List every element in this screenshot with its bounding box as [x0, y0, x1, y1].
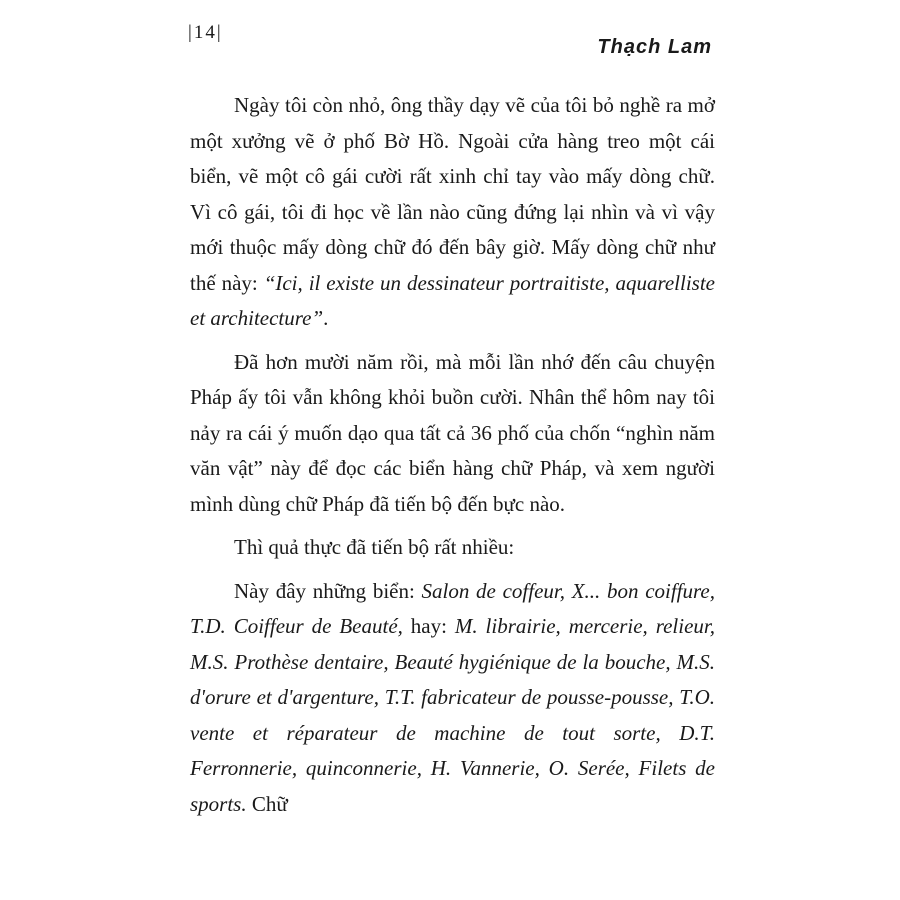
page-number-value: 14 — [193, 22, 217, 43]
shop-signs-list-2: M. librairie, mercerie, relieur, M.S. Prothèse dentaire, Beauté hygiénique de la bouche, M.S. d'orure et d'argenture, T.T. fabricateur de pousse-pousse, T.O. vente et réparateur de machine de tout sorte, D.T. Ferronnerie, quinconnerie, H. Vannerie, O. Serée, Filets de sports. — [190, 614, 715, 816]
body-text — [190, 88, 715, 830]
paragraph-4: Này đây những biển: Salon de coffeur, X... bon coiffure, T.D. Coiffeur de Beauté, hay: M. librairie, mercerie, relieur, M.S. Prothèse dentaire, Beauté hygiénique de la bouche, M.S. d'orure et d'argenture, T.T. fabricateur de pousse-pousse, T.O. vente et réparateur de machine de tout sorte, D.T. Ferronnerie, quinconnerie, H. Vannerie, O. Serée, Filets de sports. Chữ — [190, 578, 715, 816]
french-sign-quote: “Ici, il existe un dessinateur portraitiste, aquarelliste et architecture” — [190, 270, 715, 330]
paragraph-3: Thì quả thực đã tiến bộ rất nhiều: — [234, 535, 515, 559]
shop-signs-list-1: Salon de coffeur, X... bon coiffure, T.D. Coiffeur de Beauté, — [190, 578, 715, 638]
paragraph-1: Ngày tôi còn nhỏ, ông thầy dạy vẽ của tôi bỏ nghề ra mở một xưởng vẽ ở phố Bờ Hồ. Ngoài cửa hàng treo một cái biển, vẽ một cô gái cười rất xinh chỉ tay vào mấy dòng chữ. Vì cô gái, tôi đi học về lần nào cũng đứng lại nhìn và vì vậy mới thuộc mấy dòng chữ đó đến bây giờ. Mấy dòng chữ như thế này: “Ici, il existe un dessinateur portraitiste, aquarelliste et architecture”. — [190, 93, 715, 330]
paragraph-2: Đã hơn mười năm rồi, mà mỗi lần nhớ đến câu chuyện Pháp ấy tôi vẫn không khỏi buồn cười. Nhân thể hôm nay tôi nảy ra cái ý muốn dạo qua tất cả 36 phố của chốn “nghìn năm văn vật” này để đọc các biển hàng chữ Pháp, và xem người mình dùng chữ Pháp đã tiến bộ đến bực nào. — [190, 349, 715, 516]
author-name: Thạch Lam — [597, 36, 712, 58]
page-number: |14| — [188, 22, 223, 43]
page-header — [188, 22, 712, 62]
